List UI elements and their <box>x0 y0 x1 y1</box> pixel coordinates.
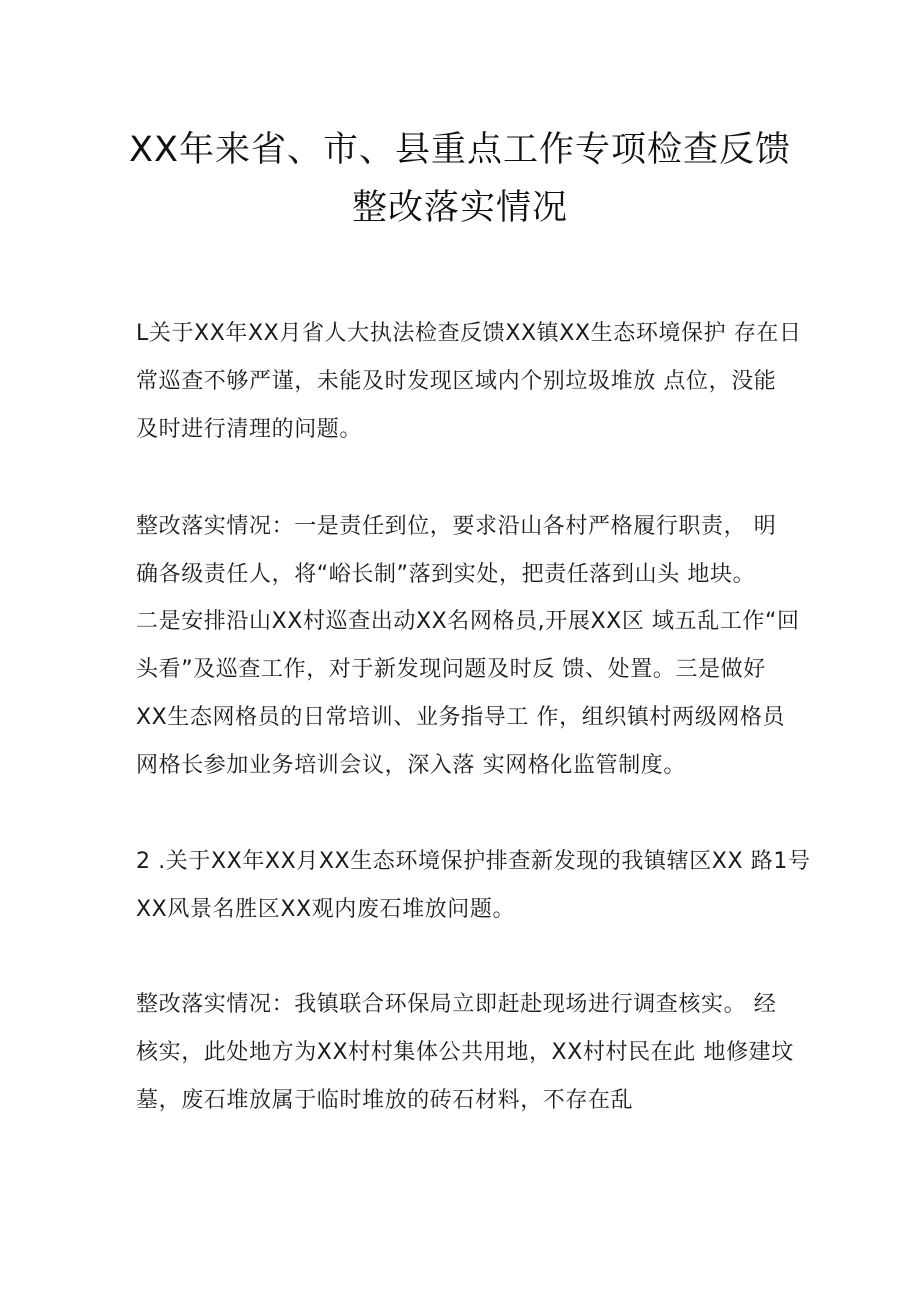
paragraph-1-line-1: L关于XX年XX月省人大执法检查反馈XX镇XX生态环境保护 存在日 <box>136 321 802 346</box>
paragraph-2-line-6: 网格长参加业务培训会议，深入落 实网格化监管制度。 <box>136 753 686 778</box>
document-title-line-2: 整改落实情况 <box>351 188 568 228</box>
paragraph-2-line-1: 整改落实情况：一是责任到位，要求沿山各村严格履行职责， 明 <box>136 514 777 539</box>
paragraph-4-line-1: 整改落实情况：我镇联合环保局立即赶赴现场进行调查核实。 经 <box>136 992 777 1017</box>
paragraph-2-line-5: XX生态网格员的日常培训、业务指导工 作，组织镇村两级网格员 <box>136 705 786 730</box>
paragraph-1-line-2: 常巡查不够严谨，未能及时发现区域内个别垃圾堆放 点位，没能 <box>136 369 777 394</box>
paragraph-4-line-3: 墓，废石堆放属于临时堆放的砖石材料，不存在乱 <box>136 1088 634 1113</box>
paragraph-3-line-2: XX风景名胜区XX观内废石堆放问题。 <box>136 897 516 922</box>
paragraph-1-line-3: 及时进行清理的问题。 <box>136 417 363 442</box>
document-title-line-1: XX年来省、市、县重点工作专项检查反馈 <box>129 130 791 170</box>
paragraph-2-line-3: 二是安排沿山XX村巡查出动XX名网格员,开展XX区 域五乱工作“回 <box>136 609 800 634</box>
paragraph-2-line-4: 头看”及巡查工作，对于新发现问题及时反 馈、处置。三是做好 <box>136 657 766 682</box>
paragraph-2-line-2: 确各级责任人，将“峪长制”落到实处，把责任落到山头 地块。 <box>136 562 756 587</box>
paragraph-4-line-2: 核实，此处地方为XX村村集体公共用地，XX村村民在此 地修建坟 <box>136 1040 794 1065</box>
paragraph-3-line-1: 2 .关于XX年XX月XX生态环境保护排查新发现的我镇辖区XX 路1号 <box>136 849 811 874</box>
